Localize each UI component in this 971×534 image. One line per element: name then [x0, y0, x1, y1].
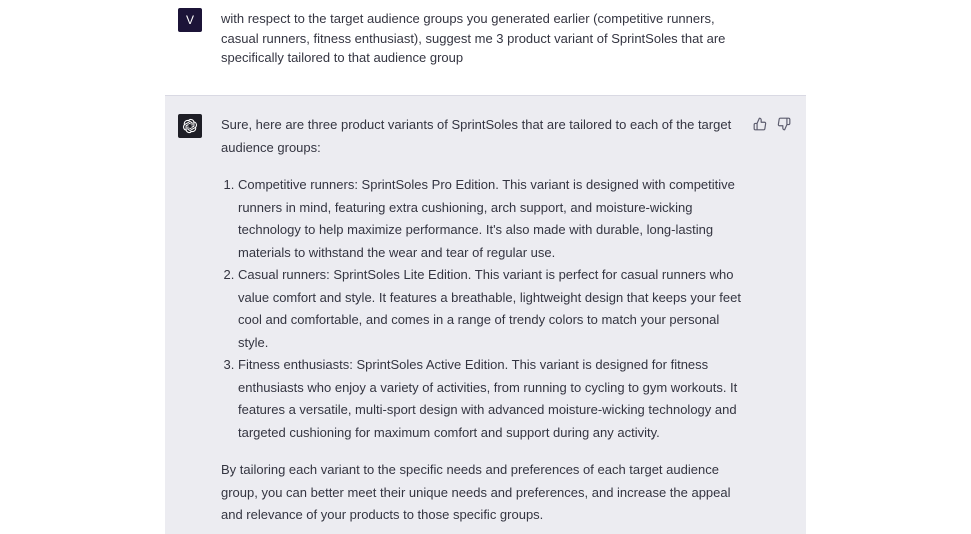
assistant-message-row	[165, 95, 806, 534]
user-message-row	[0, 0, 971, 95]
user-message-text: with respect to the target audience groups you generated earlier (competitive runners, casual runners, fitness enthusiast), suggest me 3 product variant of SprintSoles that are specifically tailored to that audience group	[221, 11, 726, 65]
list-item: 1. Competitive runners: SprintSoles Pro Edition. This variant is designed with competitive runners in mind, featuring extra cushioning, arch support, and moisture-wicking technology to help maximize performance. It's also made with durable, long-lasting materials to withstand the wear and tear of regular use.	[238, 174, 741, 264]
list-item: 2. Casual runners: SprintSoles Lite Edition. This variant is perfect for casual runners who value comfort and style. It features a breathable, lightweight design that keeps your feet cool and comfortable, and comes in a range of trendy colors to match your personal style.	[238, 264, 741, 354]
thumbs-down-icon[interactable]	[776, 116, 792, 132]
answer-intro: Sure, here are three product variants of SprintSoles that are tailored to each of the target audience groups:	[221, 117, 732, 155]
variant-list	[221, 174, 741, 444]
user-avatar-letter: V	[185, 13, 194, 27]
answer-conclusion: By tailoring each variant to the specific needs and preferences of each target audience group, you can better meet their unique needs and preferences, and increase the appeal and relevance of your products to those specific groups.	[221, 462, 731, 522]
assistant-message-text	[221, 114, 741, 527]
feedback-controls	[752, 116, 792, 132]
thumbs-up-icon[interactable]	[752, 116, 768, 132]
openai-logo-icon	[178, 114, 202, 138]
list-item: 3. Fitness enthusiasts: SprintSoles Active Edition. This variant is designed for fitness enthusiasts who enjoy a variety of activities, from running to cycling to gym workouts. It features a versatile, multi-sport design with advanced moisture-wicking technology and targeted cushioning for maximum comfort and support during any activity.	[238, 354, 741, 444]
user-avatar	[178, 8, 202, 32]
